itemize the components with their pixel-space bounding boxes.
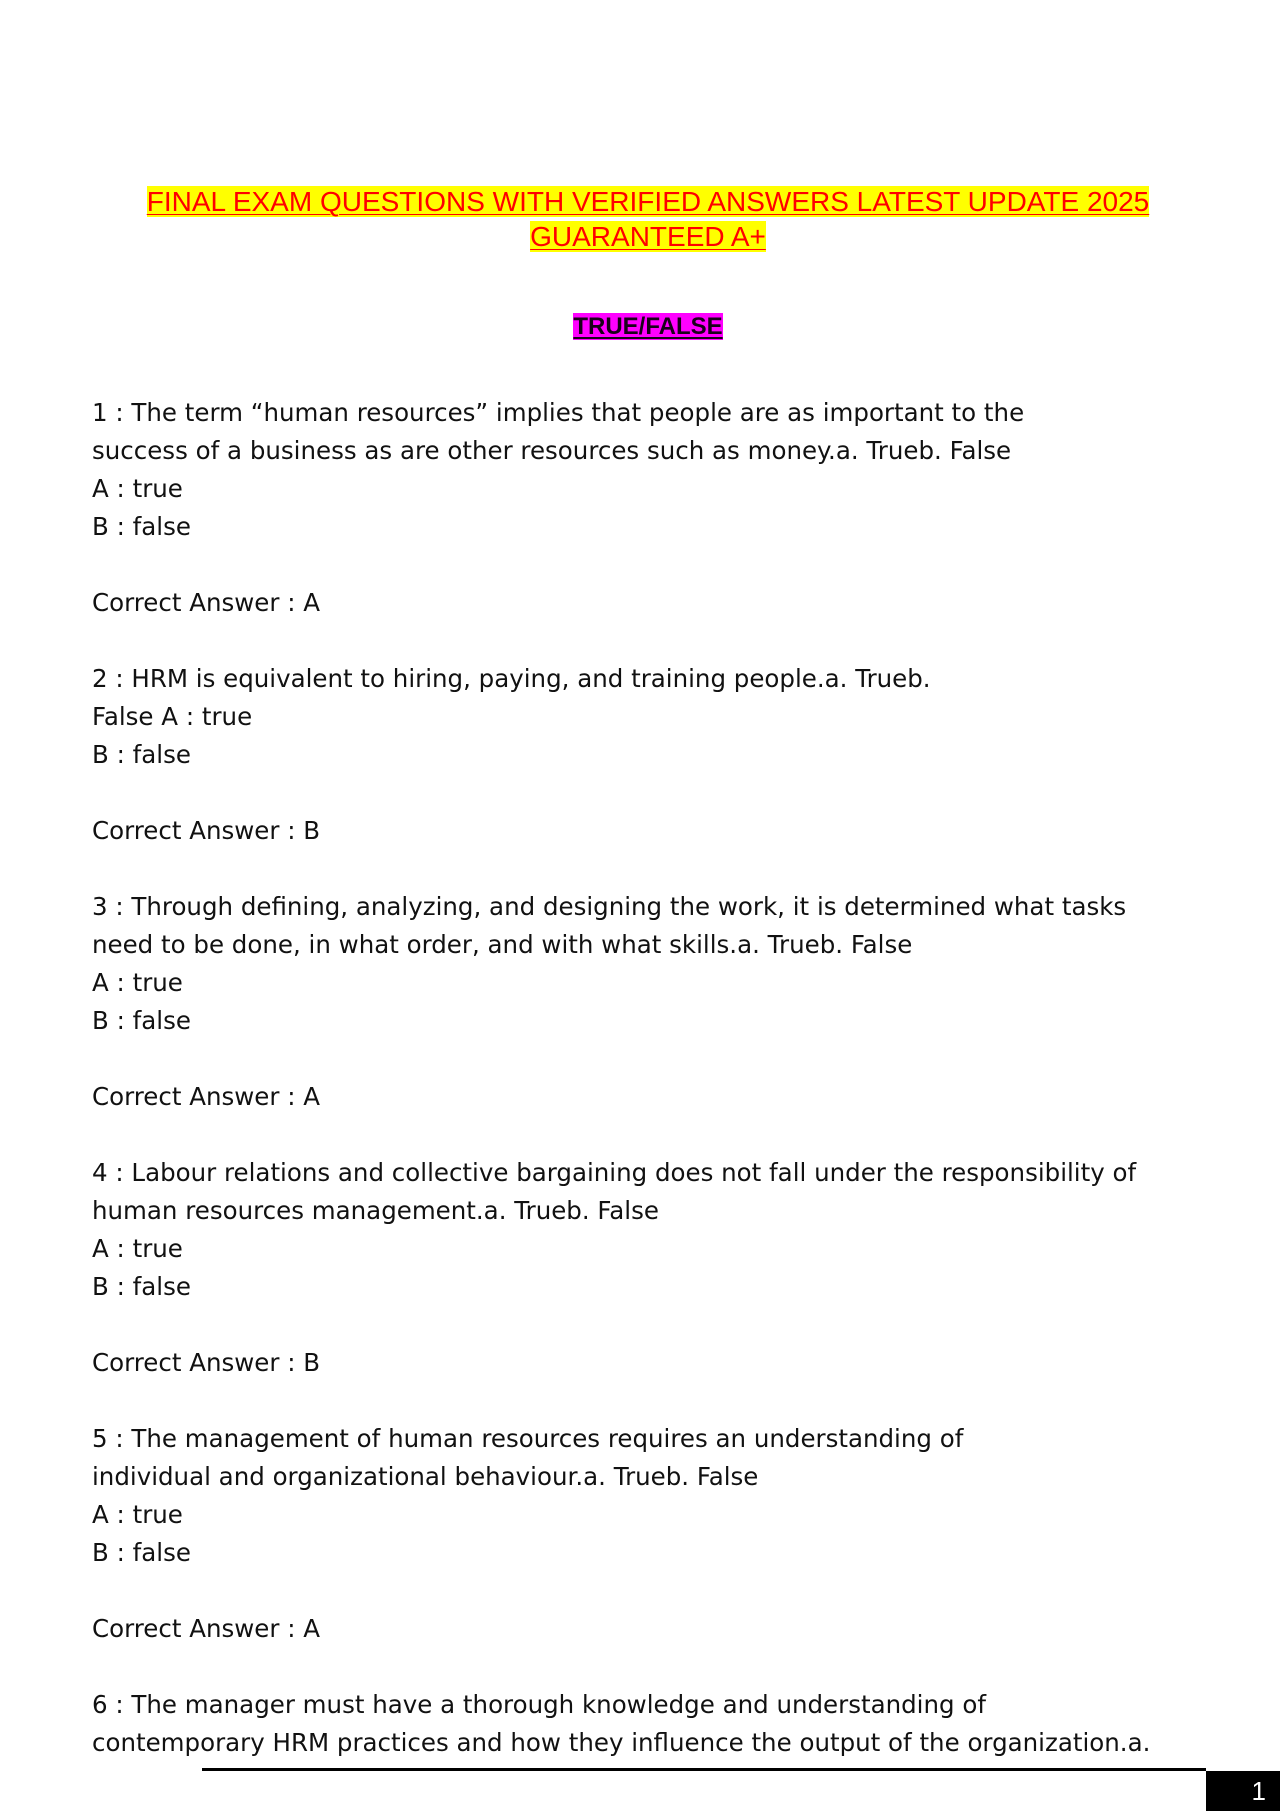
page-number	[1206, 1771, 1280, 1811]
question-text: False A : true	[92, 702, 253, 731]
question-text: 2 : HRM is equivalent to hiring, paying, and training people.a. Trueb.	[92, 664, 931, 693]
question-text: 1 : The term “human resources” implies that people are as important to the	[92, 398, 1025, 427]
option-b: B : false	[92, 1272, 191, 1301]
question-list	[92, 394, 1172, 1762]
question-block	[92, 888, 1172, 1154]
option-a: A : true	[92, 1500, 183, 1529]
option-a: A : true	[92, 968, 183, 997]
option-a: A : true	[92, 474, 183, 503]
option-b: B : false	[92, 1538, 191, 1567]
section-heading	[0, 312, 1280, 342]
question-text: contemporary HRM practices and how they influence the output of the organization.a.	[92, 1728, 1151, 1757]
question-block	[92, 394, 1172, 660]
page-number-label: 1	[1251, 1776, 1266, 1806]
question-text: 6 : The manager must have a thorough knowledge and understanding of	[92, 1690, 986, 1719]
question-text: human resources management.a. Trueb. False	[92, 1196, 659, 1225]
question-block	[92, 1154, 1172, 1420]
correct-answer: Correct Answer : B	[92, 816, 321, 845]
correct-answer: Correct Answer : A	[92, 1614, 321, 1643]
question-text: individual and organizational behaviour.a. Trueb. False	[92, 1462, 759, 1491]
option-b: B : false	[92, 740, 191, 769]
correct-answer: Correct Answer : B	[92, 1348, 321, 1377]
question-block	[92, 660, 1172, 888]
title-line-1: FINAL EXAM QUESTIONS WITH VERIFIED ANSWERS LATEST UPDATE 2025	[146, 186, 1150, 217]
footer-rule	[202, 1768, 1206, 1771]
question-block	[92, 1420, 1172, 1686]
option-b: B : false	[92, 1006, 191, 1035]
title-line-2: GUARANTEED A+	[530, 221, 766, 252]
correct-answer: Correct Answer : A	[92, 1082, 321, 1111]
question-block	[92, 1686, 1172, 1762]
question-text: need to be done, in what order, and with what skills.a. Trueb. False	[92, 930, 913, 959]
document-title	[0, 184, 1280, 254]
option-a: A : true	[92, 1234, 183, 1263]
option-b: B : false	[92, 512, 191, 541]
question-text: 5 : The management of human resources requires an understanding of	[92, 1424, 964, 1453]
correct-answer: Correct Answer : A	[92, 588, 321, 617]
question-text: 3 : Through defining, analyzing, and designing the work, it is determined what tasks	[92, 892, 1127, 921]
section-heading-label: TRUE/FALSE	[573, 313, 723, 340]
question-text: success of a business as are other resources such as money.a. Trueb. False	[92, 436, 1012, 465]
question-text: 4 : Labour relations and collective bargaining does not fall under the responsibility of	[92, 1158, 1137, 1187]
